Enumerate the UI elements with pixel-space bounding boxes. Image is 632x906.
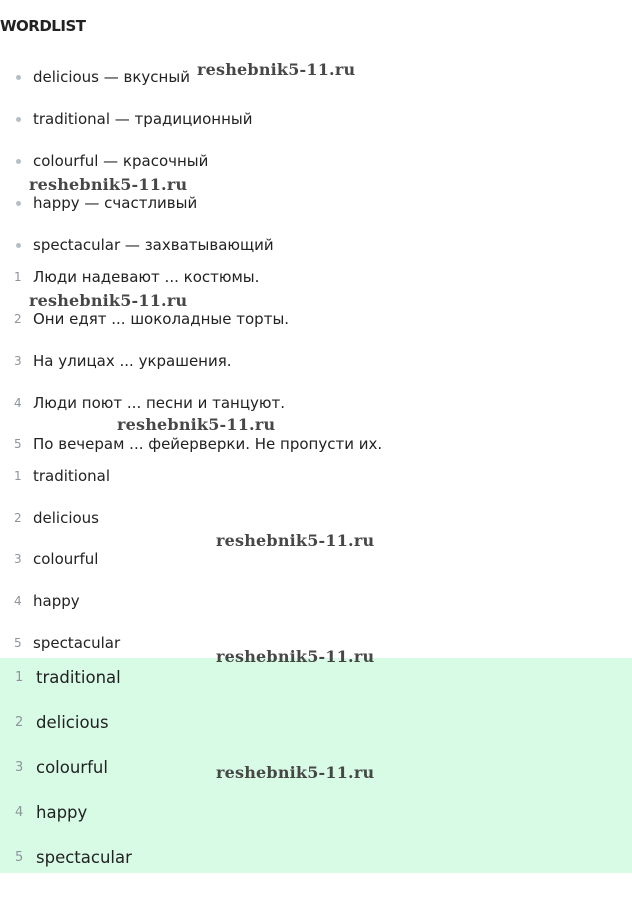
watermark: reshebnik5-11.ru (216, 763, 375, 782)
item-number: 1 (14, 469, 22, 483)
answer-text: traditional (36, 667, 121, 687)
answer-text: happy (36, 802, 88, 822)
wordlist-item-text: traditional — традиционный (33, 110, 253, 128)
sentence-text: На улицах ... украшения. (33, 352, 232, 370)
item-number: 5 (14, 636, 22, 650)
item-number: 3 (14, 552, 22, 566)
watermark: reshebnik5-11.ru (197, 60, 356, 79)
highlighted-answer-item (0, 800, 87, 824)
sentence-text: По вечерам ... фейерверки. Не пропусти их. (33, 435, 383, 453)
item-number: 4 (14, 396, 22, 410)
answer-text: spectacular (36, 847, 132, 867)
item-number: 1 (14, 270, 22, 284)
watermark: reshebnik5-11.ru (216, 531, 375, 550)
answer-item (0, 465, 110, 487)
item-number: 2 (14, 511, 22, 525)
wordlist-item-text: spectacular — захватывающий (33, 236, 274, 254)
wordlist-item-text: happy — счастливый (33, 194, 198, 212)
watermark: reshebnik5-11.ru (29, 175, 188, 194)
item-number: 2 (15, 714, 24, 730)
answer-text: delicious (36, 712, 109, 732)
item-number: 5 (15, 849, 24, 865)
answer-text: spectacular (33, 634, 121, 652)
wordlist-item (0, 192, 197, 214)
bullet-icon (16, 159, 21, 164)
answer-item (0, 632, 120, 654)
wordlist-item (0, 66, 190, 88)
sentence-text: Люди поют ... песни и танцуют. (33, 394, 286, 412)
answer-text: colourful (33, 550, 99, 568)
watermark: reshebnik5-11.ru (216, 647, 375, 666)
item-number: 1 (15, 669, 24, 685)
answer-text: traditional (33, 467, 111, 485)
item-number: 3 (15, 759, 24, 775)
bullet-icon (16, 201, 21, 206)
highlighted-answer-item (0, 755, 108, 779)
highlighted-answer-item (0, 845, 132, 869)
sentence-item (0, 433, 382, 455)
item-number: 3 (14, 354, 22, 368)
wordlist-item (0, 234, 274, 256)
answer-item (0, 590, 80, 612)
item-number: 4 (14, 594, 22, 608)
wordlist-item-text: colourful — красочный (33, 152, 209, 170)
highlighted-answer-item (0, 665, 121, 689)
wordlist-item (0, 150, 208, 172)
wordlist-item (0, 108, 252, 130)
highlighted-answer-item (0, 710, 109, 734)
answer-item (0, 507, 99, 529)
item-number: 4 (15, 804, 24, 820)
sentence-text: Люди надевают ... костюмы. (33, 268, 260, 286)
watermark: reshebnik5-11.ru (117, 415, 276, 434)
sentence-item (0, 350, 232, 372)
answer-item (0, 548, 98, 570)
answer-text: colourful (36, 757, 108, 777)
sentence-item (0, 308, 289, 330)
answer-text: delicious (33, 509, 99, 527)
sentence-text: Они едят ... шоколадные торты. (33, 310, 290, 328)
sentence-item (0, 392, 285, 414)
wordlist-title: WORDLIST (0, 17, 86, 35)
wordlist-item-text: delicious — вкусный (33, 68, 190, 86)
watermark: reshebnik5-11.ru (29, 291, 188, 310)
sentence-item (0, 266, 259, 288)
bullet-icon (16, 75, 21, 80)
item-number: 5 (14, 437, 22, 451)
bullet-icon (16, 243, 21, 248)
answer-text: happy (33, 592, 80, 610)
item-number: 2 (14, 312, 22, 326)
bullet-icon (16, 117, 21, 122)
